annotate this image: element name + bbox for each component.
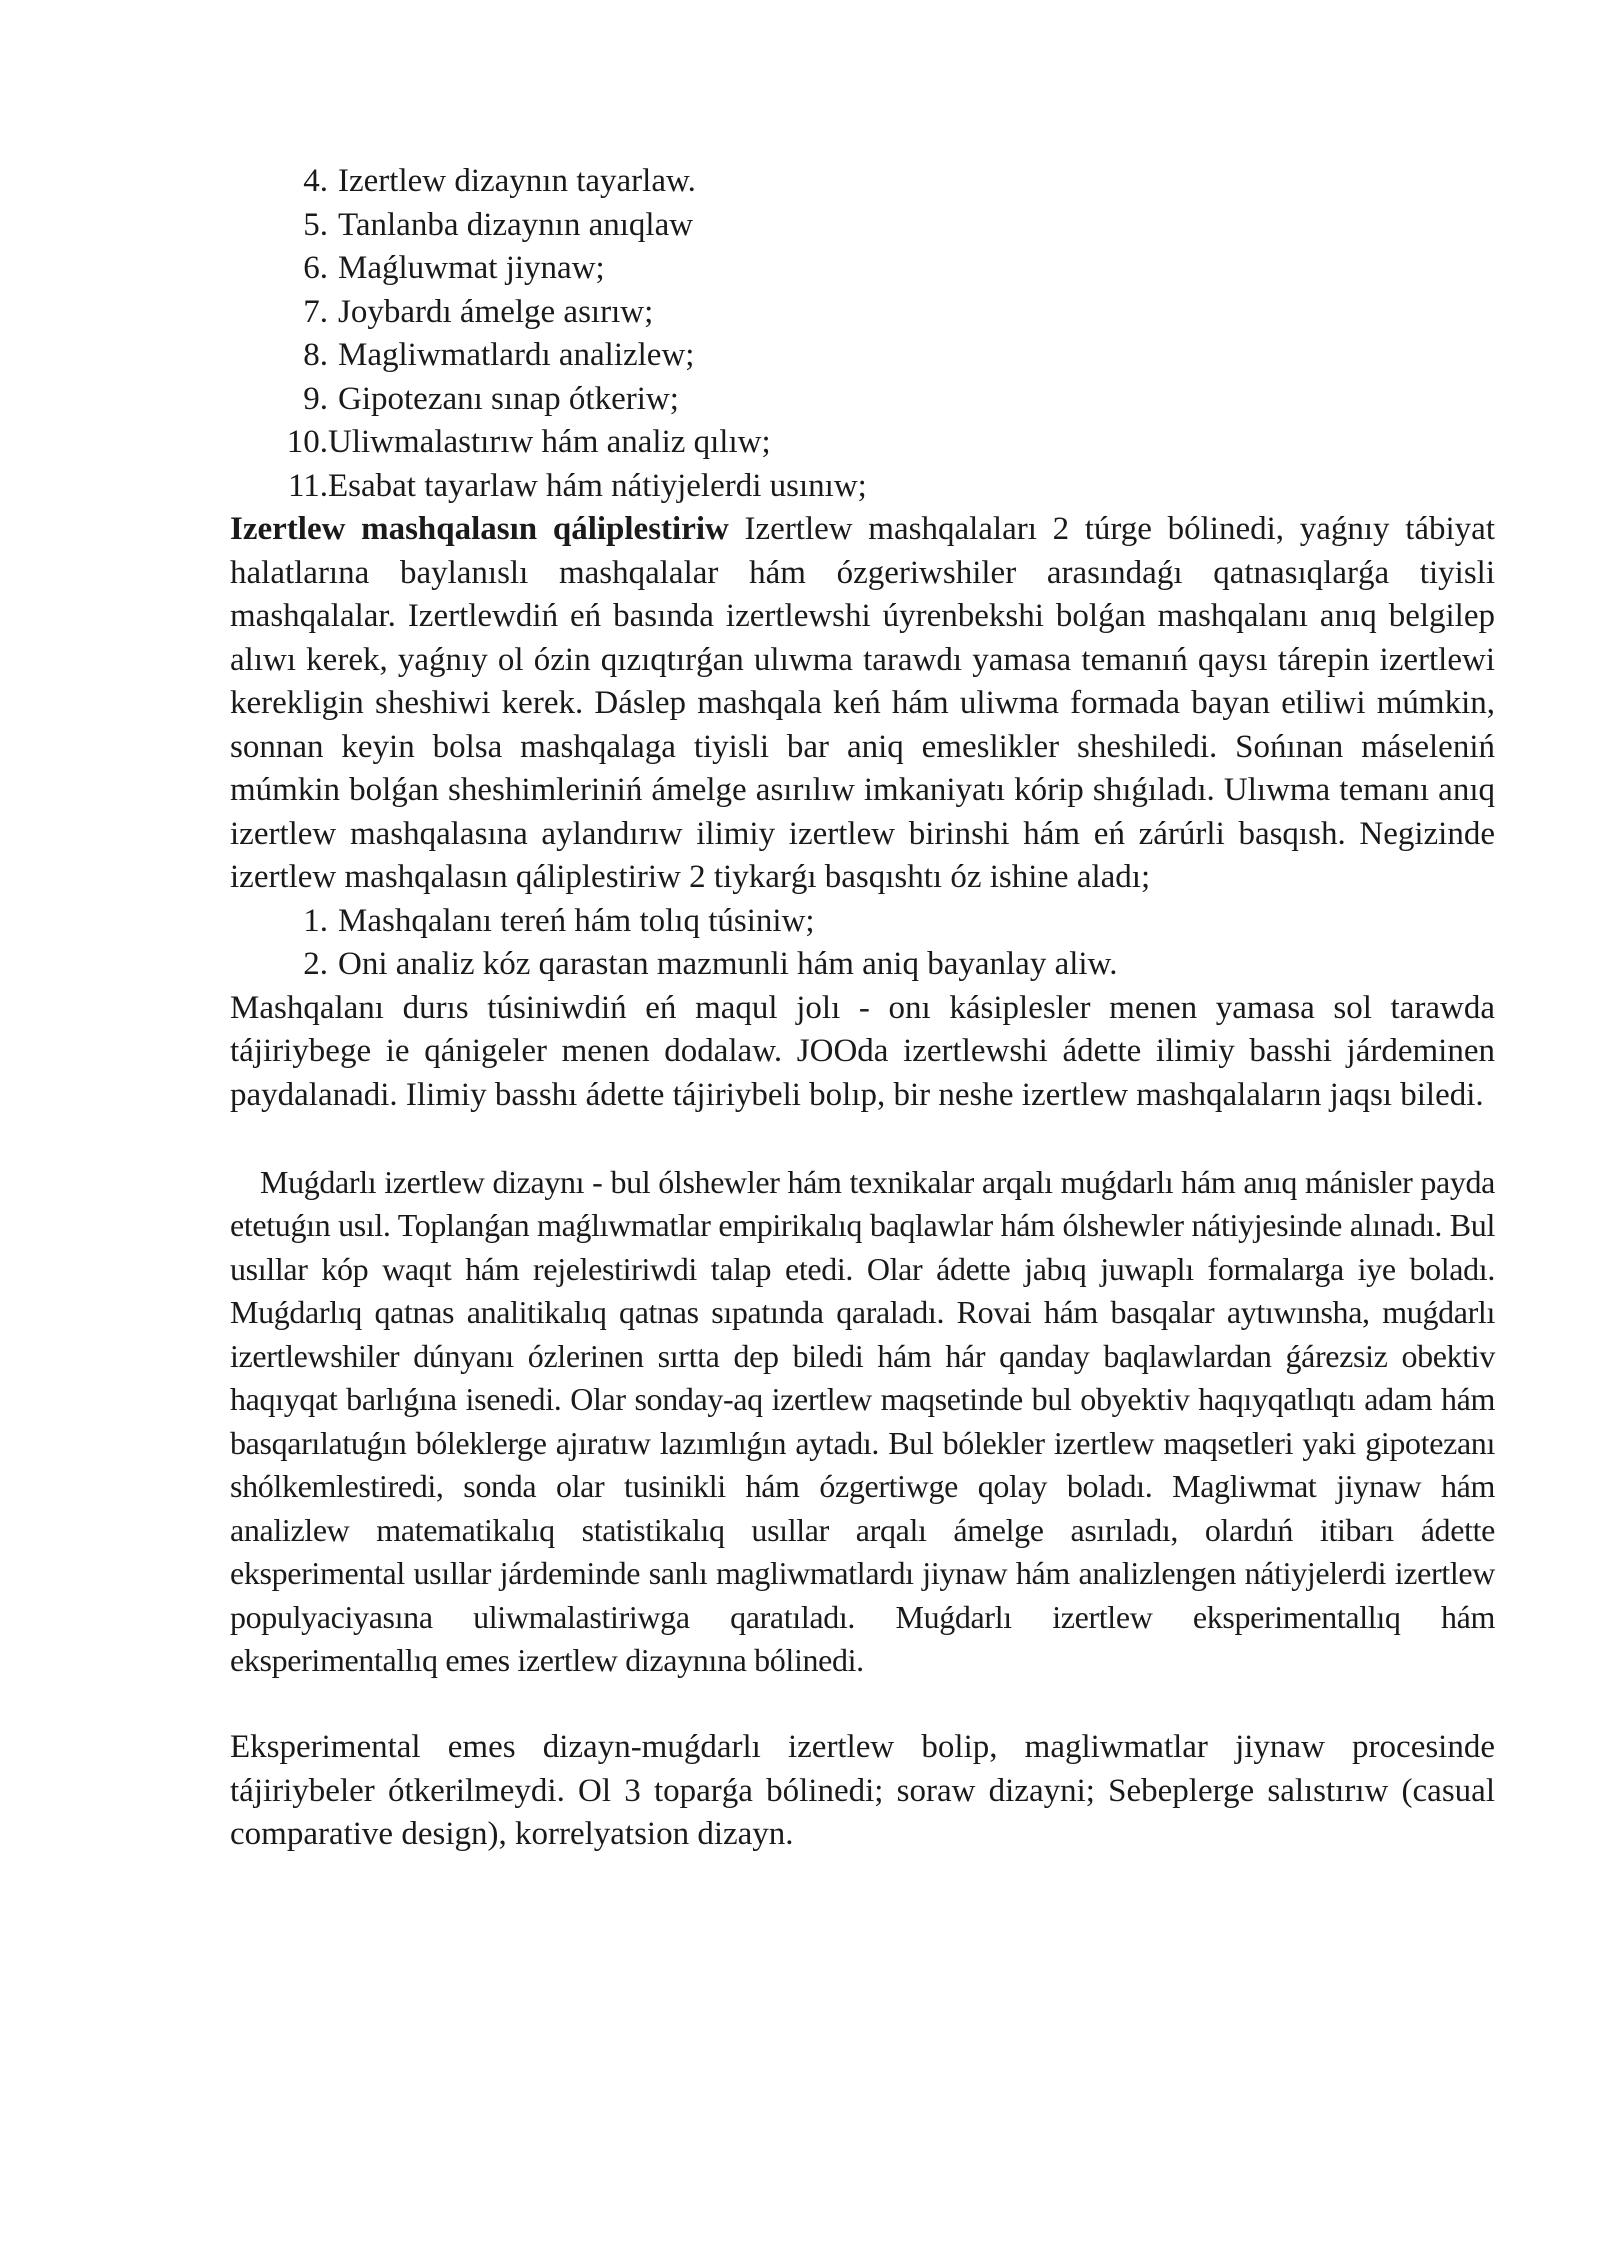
list-text: Gipotezanı sınap ótkeriw; xyxy=(338,380,679,417)
section-body: Izertlew mashqalaları 2 túrge bólinedi, yaǵnıy tábiyat halatlarına baylanıslı mashqalalar hám ózgeriwshiler arasındaǵı qatnasıqlarǵa tiyisli mashqalalar. Izertlewdiń eń basında izertlewshi úyrenbekshi bolǵan mashqalanı anıq belgilep alıwı kerek, yaǵnıy ol ózin qızıqtırǵan ulıwma tarawdı yamasa temanıń qaysı tárepin izertlewi kerekligin sheshiwi kerek. Dáslep mashqala keń hám uliwma formada bayan etiliwi múmkin, sonnan keyin bolsa mashqalaga tiyisli bar aniq emeslikler sheshiledi. Sońınan máseleniń múmkin bolǵan sheshimleriniń ámelge asırılıw imkaniyatı kórip shıǵıladı. Ulıwma temanı anıq izertlew mashqalasına aylandırıw ilimiy izertlew birinshi hám eń zárúrli basqısh. Negizinde izertlew mashqalasın qáliplestiriw 2 tiykarǵı basqıshtı óz ishine aladı; xyxy=(230,511,1495,895)
document-page xyxy=(230,160,1495,1857)
list-text: Maǵluwmat jiynaw; xyxy=(338,250,605,286)
list-text: Izertlew dizaynın tayarlaw. xyxy=(338,163,696,199)
list-number: 6. xyxy=(303,250,328,286)
list-item xyxy=(230,334,1495,378)
list-item xyxy=(230,421,1495,465)
section-heading: Izertlew mashqalasın qáliplestiriw xyxy=(230,511,729,547)
paragraph: Eksperimental emes dizayn-muǵdarlı izertlew bolip, magliwmatlar jiynaw procesinde tájiriybeler ótkerilmeydi. Ol 3 toparǵa bólinedi; soraw dizayni; Sebeplerge salıstırıw (casual comparative design), korrelyatsion dizayn. xyxy=(230,1729,1495,1852)
list-text: Joybardı ámelge asırıw; xyxy=(338,293,654,330)
list-text: Oni analiz kóz qarastan mazmunli hám aniq bayanlay aliw. xyxy=(338,946,1118,982)
list-item xyxy=(230,943,1495,987)
list-text: Mashqalanı tereń hám tolıq túsiniw; xyxy=(338,902,815,939)
list-item xyxy=(230,204,1495,248)
list-item xyxy=(230,291,1495,335)
list-number: 10. xyxy=(286,424,328,460)
list-item xyxy=(230,900,1495,944)
list-text: Esabat tayarlaw hám nátiyjelerdi usınıw; xyxy=(328,467,867,504)
list-text: Uliwmalastırıw hám analiz qılıw; xyxy=(328,424,771,460)
list-number: 5. xyxy=(303,206,328,243)
paragraph: Muǵdarlı izertlew dizaynı - bul ólshewler hám texnikalar arqalı muǵdarlı hám anıq mánisler payda etetuǵın usıl. Toplanǵan maǵlıwmatlar empirikalıq baqlawlar hám ólshewler nátiyjesinde alınadı. Bul usıllar kóp waqıt hám rejelestiriwdi talap etedi. Olar ádette jabıq juwaplı formalarga iye boladı. Muǵdarlıq qatnas analitikalıq qatnas sıpatında qaraladı. Rovai hám basqalar aytıwınsha, muǵdarlı izertlewshiler dúnyanı ózlerinen sırtta dep biledi hám hár qanday baqlawlardan ǵárezsiz obektiv haqıyqat barlıǵına isenedi. Olar sonday-aq izertlew maqsetinde bul obyektiv haqıyqatlıqtı adam hám basqarılatuǵın bóleklerge ajıratıw lazımlıǵın aytadı. Bul bólekler izertlew maqsetleri yaki gipotezanı shólkemlestiredi, sonda olar tusinikli hám ózgertiwge qolay boladı. Magliwmat jiynaw hám analizlew matematikalıq statistikalıq usıllar arqalı ámelge asırıladı, olardıń itibarı ádette eksperimental usıllar járdeminde sanlı magliwmatlardı jiynaw hám analizlengen nátiyjelerdi izertlew populyaciyasına uliwmalastiriwga qaratıladı. Muǵdarlı izertlew eksperimentallıq hám eksperimentallıq emes izertlew dizaynına bólinedi. xyxy=(230,1163,1495,1678)
section-paragraph xyxy=(230,508,1495,900)
list-number: 4. xyxy=(303,163,328,199)
list-item xyxy=(230,160,1495,204)
list-number: 1. xyxy=(303,902,328,939)
list-number: 7. xyxy=(303,293,328,330)
stages-list xyxy=(230,900,1495,987)
list-number: 9. xyxy=(303,380,328,417)
list-text: Magliwmatlardı analizlew; xyxy=(338,337,695,373)
paragraph: Mashqalanı durıs túsiniwdiń eń maqul jolı - onı kásiplesler menen yamasa sol tarawda tájiriybege ie qánigeler menen dodalaw. JOOda izertlewshi ádette ilimiy basshi járdeminen paydalanadi. Ilimiy basshı ádette tájiriybeli bolıp, bir neshe izertlew mashqalaların jaqsı biledi. xyxy=(230,989,1495,1113)
list-item xyxy=(230,378,1495,422)
list-text: Tanlanba dizaynın anıqlaw xyxy=(338,206,694,243)
steps-list xyxy=(230,160,1495,508)
list-number: 8. xyxy=(303,337,328,373)
list-number: 2. xyxy=(303,946,328,982)
list-item xyxy=(230,465,1495,509)
list-item xyxy=(230,247,1495,291)
list-number: 11. xyxy=(287,467,328,504)
